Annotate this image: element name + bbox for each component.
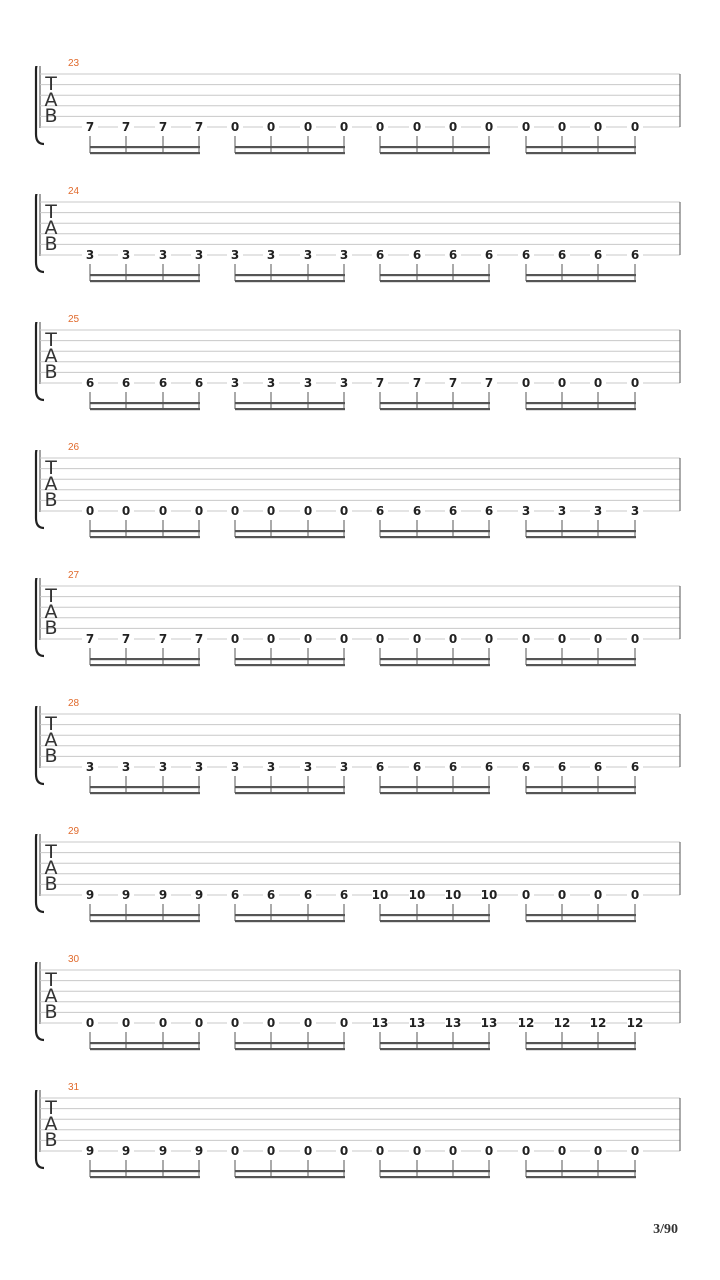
tab-clef-letter: T (45, 457, 57, 479)
measure-number: 31 (68, 1082, 80, 1093)
fret-number: 3 (303, 248, 313, 262)
fret-number: 3 (557, 504, 567, 518)
beam (380, 152, 490, 154)
fret-number: 6 (557, 760, 567, 774)
fret-number: 6 (593, 248, 603, 262)
fret-number: 6 (375, 504, 385, 518)
beam (380, 402, 490, 404)
fret-number: 12 (517, 1016, 535, 1030)
beam (90, 1048, 200, 1050)
fret-number: 0 (303, 504, 313, 518)
fret-number: 7 (448, 376, 458, 390)
fret-number: 3 (85, 760, 95, 774)
beam (380, 536, 490, 538)
beam (235, 536, 345, 538)
fret-number: 0 (303, 1016, 313, 1030)
fret-number: 7 (412, 376, 422, 390)
beam (90, 408, 200, 410)
fret-number: 0 (121, 1016, 131, 1030)
fret-number: 9 (194, 1144, 204, 1158)
fret-number: 7 (484, 376, 494, 390)
beam (90, 664, 200, 666)
beam (526, 530, 636, 532)
fret-number: 6 (484, 248, 494, 262)
fret-number: 0 (339, 1144, 349, 1158)
beam (526, 408, 636, 410)
tab-staff (0, 578, 720, 678)
tab-clef-letter: B (44, 361, 58, 383)
fret-number: 0 (593, 888, 603, 902)
tab-clef-letter: A (44, 601, 58, 623)
fret-number: 0 (339, 632, 349, 646)
beam (526, 786, 636, 788)
fret-number: 7 (121, 632, 131, 646)
beam (380, 1048, 490, 1050)
fret-number: 6 (484, 760, 494, 774)
beam (380, 920, 490, 922)
fret-number: 6 (484, 504, 494, 518)
fret-number: 0 (521, 120, 531, 134)
beam (526, 274, 636, 276)
beam (526, 914, 636, 916)
fret-number: 10 (444, 888, 462, 902)
fret-number: 6 (557, 248, 567, 262)
tab-system (0, 570, 720, 706)
beam (380, 664, 490, 666)
fret-number: 3 (303, 376, 313, 390)
fret-number: 0 (630, 632, 640, 646)
beam (90, 274, 200, 276)
fret-number: 10 (408, 888, 426, 902)
beam (380, 1170, 490, 1172)
beam (235, 530, 345, 532)
fret-number: 6 (230, 888, 240, 902)
fret-number: 0 (593, 1144, 603, 1158)
tab-system (0, 314, 720, 450)
beam (380, 408, 490, 410)
fret-number: 0 (557, 632, 567, 646)
fret-number: 0 (557, 120, 567, 134)
tab-clef-letter: A (44, 345, 58, 367)
fret-number: 6 (158, 376, 168, 390)
fret-number: 0 (303, 1144, 313, 1158)
fret-number: 0 (521, 888, 531, 902)
fret-number: 3 (630, 504, 640, 518)
tab-system (0, 186, 720, 322)
fret-number: 0 (194, 1016, 204, 1030)
beam (235, 1170, 345, 1172)
tab-staff (0, 706, 720, 806)
fret-number: 3 (230, 760, 240, 774)
fret-number: 6 (448, 760, 458, 774)
fret-number: 13 (371, 1016, 389, 1030)
measure-number: 26 (68, 442, 80, 453)
fret-number: 6 (593, 760, 603, 774)
fret-number: 3 (230, 376, 240, 390)
fret-number: 3 (593, 504, 603, 518)
fret-number: 3 (230, 248, 240, 262)
fret-number: 6 (266, 888, 276, 902)
fret-number: 6 (412, 760, 422, 774)
beam (235, 152, 345, 154)
beam (380, 1176, 490, 1178)
beam (380, 658, 490, 660)
fret-number: 12 (553, 1016, 571, 1030)
fret-number: 3 (266, 248, 276, 262)
fret-number: 0 (484, 120, 494, 134)
fret-number: 3 (121, 760, 131, 774)
fret-number: 10 (480, 888, 498, 902)
fret-number: 9 (158, 1144, 168, 1158)
beam (380, 1042, 490, 1044)
fret-number: 6 (630, 248, 640, 262)
tab-system (0, 698, 720, 834)
fret-number: 0 (557, 376, 567, 390)
tab-clef-letter: B (44, 105, 58, 127)
beam (526, 664, 636, 666)
fret-number: 12 (626, 1016, 644, 1030)
fret-number: 12 (589, 1016, 607, 1030)
beam (235, 146, 345, 148)
fret-number: 3 (339, 376, 349, 390)
beam (380, 530, 490, 532)
fret-number: 6 (339, 888, 349, 902)
fret-number: 9 (85, 1144, 95, 1158)
fret-number: 0 (339, 1016, 349, 1030)
fret-number: 13 (444, 1016, 462, 1030)
beam (526, 920, 636, 922)
fret-number: 0 (85, 504, 95, 518)
tab-clef-letter: A (44, 1113, 58, 1135)
beam (235, 658, 345, 660)
tab-clef-letter: T (45, 1097, 57, 1119)
fret-number: 6 (521, 760, 531, 774)
beam (235, 1176, 345, 1178)
fret-number: 0 (412, 120, 422, 134)
tab-clef-letter: A (44, 985, 58, 1007)
tab-clef-letter: A (44, 729, 58, 751)
beam (90, 920, 200, 922)
fret-number: 9 (121, 888, 131, 902)
beam (235, 792, 345, 794)
fret-number: 0 (194, 504, 204, 518)
fret-number: 0 (158, 504, 168, 518)
fret-number: 13 (408, 1016, 426, 1030)
fret-number: 0 (593, 632, 603, 646)
fret-number: 0 (230, 632, 240, 646)
fret-number: 3 (194, 248, 204, 262)
fret-number: 0 (484, 632, 494, 646)
beam (380, 146, 490, 148)
fret-number: 0 (630, 376, 640, 390)
fret-number: 0 (266, 120, 276, 134)
fret-number: 7 (121, 120, 131, 134)
fret-number: 0 (412, 632, 422, 646)
beam (90, 1176, 200, 1178)
fret-number: 0 (630, 888, 640, 902)
fret-number: 3 (339, 248, 349, 262)
fret-number: 3 (121, 248, 131, 262)
fret-number: 0 (484, 1144, 494, 1158)
beam (526, 1042, 636, 1044)
fret-number: 0 (521, 1144, 531, 1158)
beam (235, 408, 345, 410)
beam (235, 786, 345, 788)
fret-number: 7 (158, 120, 168, 134)
tab-staff (0, 962, 720, 1062)
tab-staff (0, 322, 720, 422)
fret-number: 3 (85, 248, 95, 262)
beam (526, 1170, 636, 1172)
fret-number: 9 (85, 888, 95, 902)
fret-number: 3 (266, 376, 276, 390)
fret-number: 0 (230, 1144, 240, 1158)
beam (90, 792, 200, 794)
fret-number: 7 (158, 632, 168, 646)
fret-number: 3 (194, 760, 204, 774)
beam (90, 1042, 200, 1044)
beam (235, 920, 345, 922)
fret-number: 6 (412, 248, 422, 262)
beam (526, 402, 636, 404)
beam (235, 1042, 345, 1044)
beam (526, 1048, 636, 1050)
tab-clef-letter: A (44, 217, 58, 239)
measure-number: 27 (68, 570, 80, 581)
measure-number: 30 (68, 954, 80, 965)
fret-number: 0 (375, 120, 385, 134)
beam (526, 536, 636, 538)
fret-number: 0 (375, 632, 385, 646)
fret-number: 0 (375, 1144, 385, 1158)
fret-number: 0 (303, 632, 313, 646)
fret-number: 7 (85, 120, 95, 134)
tab-staff (0, 1090, 720, 1190)
beam (90, 146, 200, 148)
fret-number: 0 (448, 632, 458, 646)
fret-number: 0 (630, 1144, 640, 1158)
tab-clef-letter: A (44, 857, 58, 879)
measure-number: 23 (68, 58, 80, 69)
fret-number: 0 (339, 120, 349, 134)
beam (235, 274, 345, 276)
tab-staff (0, 834, 720, 934)
fret-number: 0 (593, 120, 603, 134)
beam (235, 664, 345, 666)
fret-number: 0 (266, 504, 276, 518)
measure-number: 25 (68, 314, 80, 325)
tab-clef-letter: T (45, 969, 57, 991)
tab-staff (0, 450, 720, 550)
fret-number: 7 (375, 376, 385, 390)
fret-number: 6 (303, 888, 313, 902)
fret-number: 7 (85, 632, 95, 646)
fret-number: 0 (630, 120, 640, 134)
fret-number: 0 (339, 504, 349, 518)
measure-number: 28 (68, 698, 80, 709)
fret-number: 6 (375, 760, 385, 774)
fret-number: 0 (121, 504, 131, 518)
beam (90, 402, 200, 404)
tab-system (0, 826, 720, 962)
tab-clef-letter: B (44, 233, 58, 255)
beam (90, 536, 200, 538)
beam (380, 280, 490, 282)
fret-number: 3 (303, 760, 313, 774)
beam (90, 530, 200, 532)
tab-clef-letter: B (44, 489, 58, 511)
fret-number: 0 (593, 376, 603, 390)
fret-number: 0 (85, 1016, 95, 1030)
fret-number: 0 (266, 632, 276, 646)
beam (235, 280, 345, 282)
fret-number: 6 (194, 376, 204, 390)
tab-system (0, 1082, 720, 1218)
beam (526, 146, 636, 148)
tab-clef-letter: B (44, 1001, 58, 1023)
tab-clef-letter: B (44, 617, 58, 639)
fret-number: 6 (121, 376, 131, 390)
tab-clef-letter: T (45, 329, 57, 351)
tab-clef-letter: B (44, 1129, 58, 1151)
fret-number: 0 (521, 376, 531, 390)
fret-number: 0 (230, 504, 240, 518)
tab-clef-letter: A (44, 473, 58, 495)
fret-number: 6 (412, 504, 422, 518)
fret-number: 0 (557, 1144, 567, 1158)
fret-number: 3 (339, 760, 349, 774)
tab-clef-letter: T (45, 201, 57, 223)
tab-system (0, 954, 720, 1090)
fret-number: 3 (158, 760, 168, 774)
beam (90, 914, 200, 916)
beam (526, 152, 636, 154)
tab-clef-letter: T (45, 585, 57, 607)
beam (235, 1048, 345, 1050)
beam (235, 914, 345, 916)
beam (90, 786, 200, 788)
measure-number: 24 (68, 186, 80, 197)
beam (380, 914, 490, 916)
tab-staff (0, 194, 720, 294)
page-number: 3/90 (653, 1222, 678, 1237)
fret-number: 7 (194, 120, 204, 134)
beam (526, 280, 636, 282)
beam (90, 152, 200, 154)
beam (526, 792, 636, 794)
beam (526, 1176, 636, 1178)
fret-number: 0 (412, 1144, 422, 1158)
fret-number: 13 (480, 1016, 498, 1030)
fret-number: 0 (521, 632, 531, 646)
fret-number: 3 (158, 248, 168, 262)
beam (380, 786, 490, 788)
tab-staff (0, 66, 720, 166)
fret-number: 6 (521, 248, 531, 262)
fret-number: 0 (448, 1144, 458, 1158)
beam (380, 792, 490, 794)
fret-number: 0 (230, 120, 240, 134)
tab-clef-letter: B (44, 745, 58, 767)
tab-system (0, 442, 720, 578)
beam (380, 274, 490, 276)
measure-number: 29 (68, 826, 80, 837)
fret-number: 0 (230, 1016, 240, 1030)
tab-system (0, 58, 720, 194)
fret-number: 0 (303, 120, 313, 134)
beam (90, 1170, 200, 1172)
tab-clef-letter: T (45, 713, 57, 735)
fret-number: 6 (375, 248, 385, 262)
fret-number: 6 (448, 248, 458, 262)
fret-number: 6 (448, 504, 458, 518)
fret-number: 9 (194, 888, 204, 902)
fret-number: 6 (630, 760, 640, 774)
fret-number: 3 (521, 504, 531, 518)
fret-number: 9 (121, 1144, 131, 1158)
fret-number: 0 (448, 120, 458, 134)
fret-number: 0 (557, 888, 567, 902)
fret-number: 9 (158, 888, 168, 902)
tab-clef-letter: B (44, 873, 58, 895)
tab-clef-letter: T (45, 73, 57, 95)
fret-number: 6 (85, 376, 95, 390)
fret-number: 10 (371, 888, 389, 902)
fret-number: 0 (266, 1016, 276, 1030)
beam (90, 280, 200, 282)
beam (90, 658, 200, 660)
tab-clef-letter: A (44, 89, 58, 111)
fret-number: 0 (158, 1016, 168, 1030)
beam (526, 658, 636, 660)
tab-clef-letter: T (45, 841, 57, 863)
fret-number: 7 (194, 632, 204, 646)
fret-number: 0 (266, 1144, 276, 1158)
beam (235, 402, 345, 404)
fret-number: 3 (266, 760, 276, 774)
